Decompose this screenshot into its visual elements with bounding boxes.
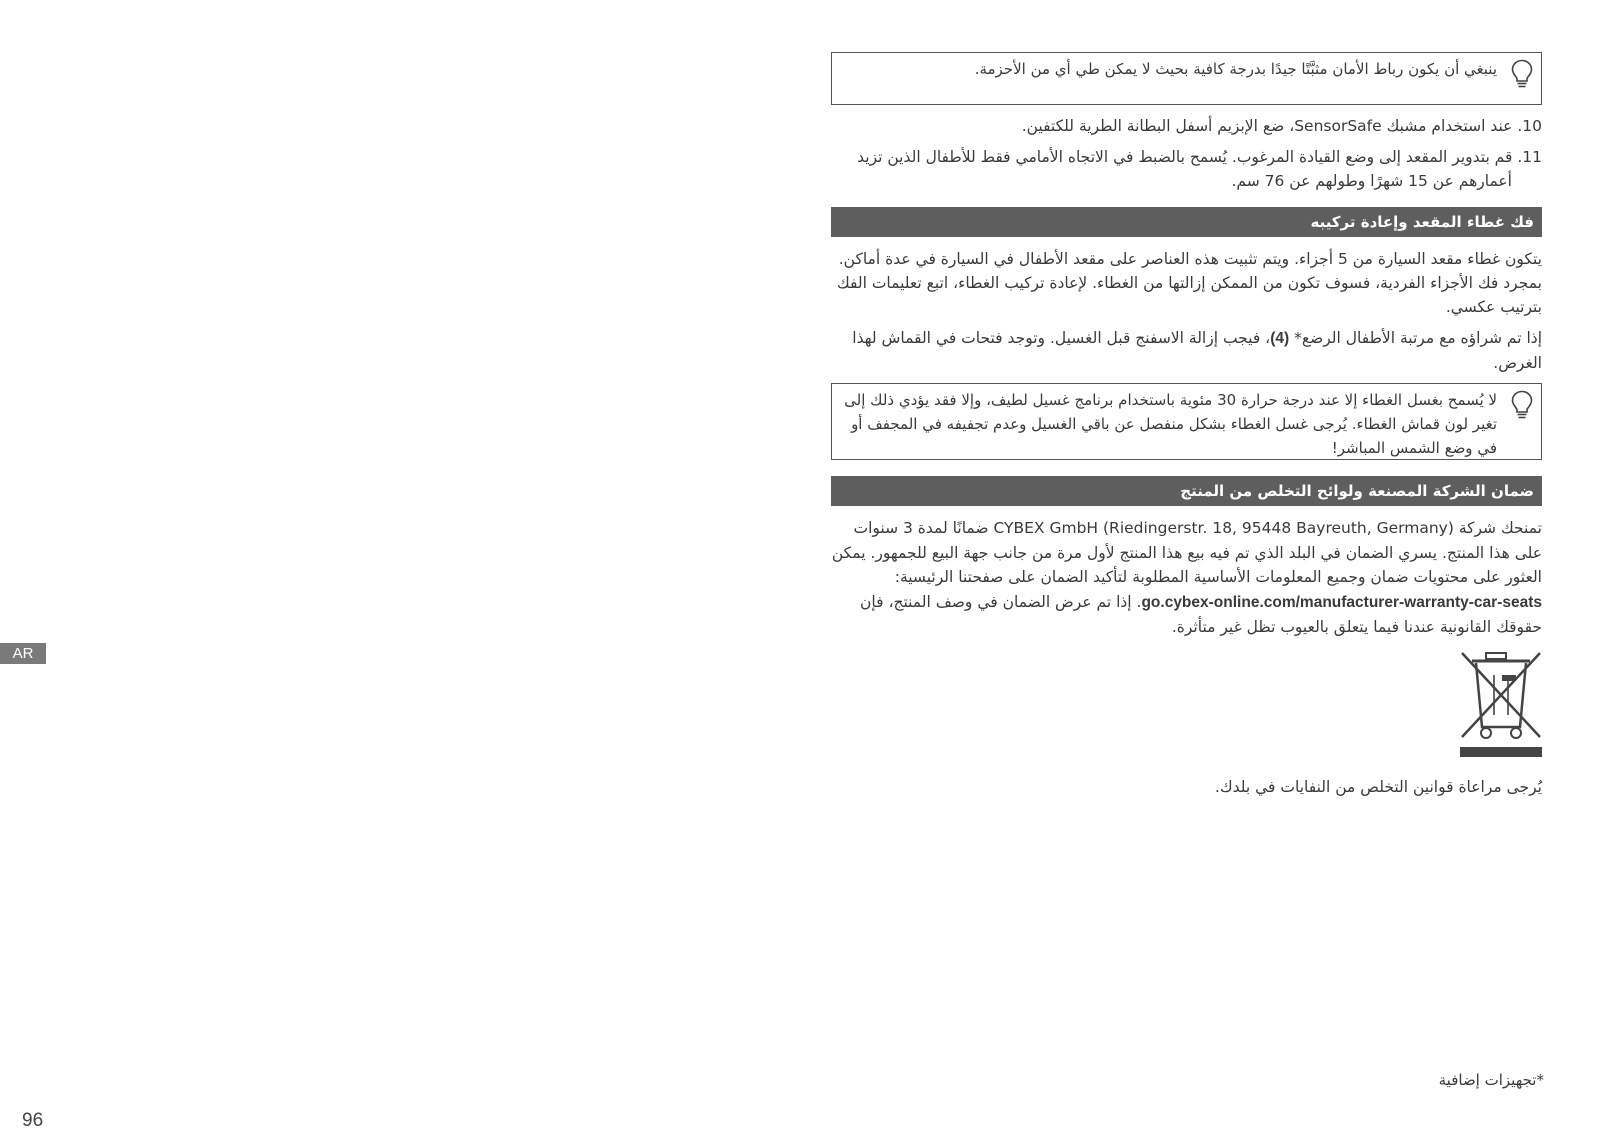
tip-box-washing [831,383,1542,460]
page-number: 96 [22,1110,44,1131]
language-tab: AR [0,643,46,664]
section-header-warranty: ضمان الشركة المصنعة ولوائح التخلص من المنتج [831,476,1542,506]
step-11-line1: 11. قم بتدوير المقعد إلى وضع القيادة المرغوب. يُسمح بالضبط في الاتجاه الأمامي فقط للأطفال الذين تزيد [857,148,1542,166]
crossed-bin-icon [1458,649,1544,759]
warranty-text-a: تمنحك شركة CYBEX GmbH (Riedingerstr. 18, 95448 Bayreuth, Germany) ضمانًا لمدة 3 سنوات على هذا المنتج. يسري الضمان في البلد الذي تم فيه بيع هذا المنتج لأول مرة من جانب جهة البيع للجمهور. يمكن العثور على محتويات ضمان وجميع المعلومات الأساسية المطلوبة لتأكيد الضمان على صفحتنا الرئيسية: [831,519,1542,586]
tip-text-harness: ينبغي أن يكون رباط الأمان مثبَّتًا جيدًا بدرجة كافية بحيث لا يمكن طي أي من الأحزمة. [974,60,1497,78]
warranty-paragraph [831,516,1542,640]
padding-text-b: ، فيجب إزالة الاسفنج قبل الغسيل. وتوجد فتحات في القماش لهذا الغرض. [852,329,1542,372]
disposal-note: يُرجى مراعاة قوانين التخلص من النفايات في بلدك. [1214,778,1542,796]
cover-paragraph: يتكون غطاء مقعد السيارة من 5 أجزاء. ويتم تثبيت هذه العناصر على مقعد الأطفال في السيارة في عدة أماكن. بمجرد فك الأجزاء الفردية، فسوف تكون من الممكن إزالتها من الغطاء. لإعادة تركيب الغطاء، اتبع تعليمات الفك بترتيب عكسي. [836,250,1542,316]
tip-box-harness [831,52,1542,105]
tip-text-washing: لا يُسمح بغسل الغطاء إلا عند درجة حرارة 30 مئوية باستخدام برنامج غسيل لطيف، وإلا فقد يؤدي ذلك إلى تغير لون قماش الغطاء. يُرجى غسل الغطاء بشكل منفصل عن باقي الغسيل وعدم تجفيفه في المجفف أو في وضع الشمس المباشر! [844,391,1497,457]
lightbulb-icon [1511,390,1533,420]
warranty-link[interactable]: go.cybex-online.com/manufacturer-warranty-car-seats [1141,593,1542,611]
padding-paragraph [831,326,1542,375]
footnote-accessories: *تجهيزات إضافية [1438,1071,1544,1089]
lightbulb-icon [1511,59,1533,89]
section-header-cover: فك غطاء المقعد وإعادة تركيبه [831,207,1542,237]
warranty-text-b: . إذا تم عرض الضمان في وصف المنتج، فإن حقوقك القانونية عندنا فيما يتعلق بالعيوب تظل غير متأثرة. [860,592,1542,636]
padding-text-a: إذا تم شراؤه مع مرتبة الأطفال الرضع* [1289,329,1542,347]
step-10: 10. عند استخدام مشبك SensorSafe، ضع الإبزيم أسفل البطانة الطرية للكتفين. [1021,117,1542,135]
step-11-line2: أعمارهم عن 15 شهرًا وطولهم عن 76 سم. [1231,172,1512,190]
padding-ref: (4) [1270,330,1290,347]
